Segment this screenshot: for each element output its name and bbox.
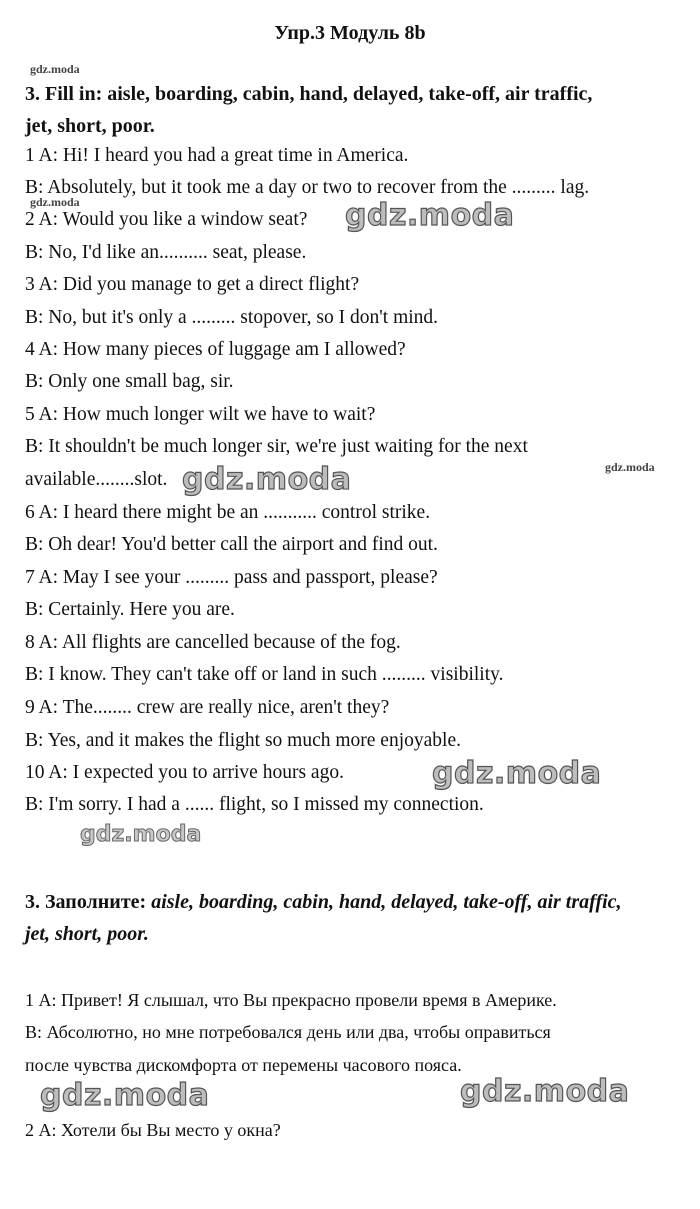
dialog-line: B: Oh dear! You'd better call the airport and find out. — [25, 534, 438, 555]
dialog-line: B: It shouldn't be much longer sir, we're just waiting for the next — [25, 436, 528, 457]
watermark: gdz.moda — [40, 1078, 210, 1113]
dialog-line: B: Certainly. Here you are. — [25, 599, 235, 620]
watermark: gdz.moda — [432, 756, 602, 791]
dialog-line: 3 A: Did you manage to get a direct flight? — [25, 274, 360, 295]
watermark: gdz.moda — [345, 198, 515, 233]
dialog-line: B: I know. They can't take off or land in such ......... visibility. — [25, 664, 504, 685]
dialog-line: 4 A: How many pieces of luggage am I allowed? — [25, 339, 406, 360]
heading-line-1: 3. Fill in: aisle, boarding, cabin, hand, delayed, take-off, air traffic, — [25, 83, 593, 105]
dialog-line: 5 A: How much longer wilt we have to wait? — [25, 404, 376, 425]
exercise-heading-ru — [25, 886, 680, 950]
dialog-line: после чувства дискомфорта от перемены часового пояса. — [25, 1055, 462, 1075]
dialog-line: B: No, I'd like an.......... seat, please. — [25, 242, 307, 263]
page-title: Упр.3 Модуль 8b — [274, 22, 426, 44]
heading-line-2: jet, short, poor. — [25, 923, 149, 945]
heading-words: aisle, boarding, cabin, hand, delayed, take-off, air traffic, — [151, 891, 622, 913]
heading-prefix: 3. Заполните: — [25, 891, 152, 913]
dialog-line: 2 A: Would you like a window seat? — [25, 209, 308, 230]
dialog-line: 1 A: Hi! I heard you had a great time in America. — [25, 145, 409, 166]
dialog-line: 6 A: I heard there might be an ........... control strike. — [25, 502, 431, 523]
dialog-line: 9 A: The........ crew are really nice, aren't they? — [25, 697, 390, 718]
dialog-line: 2 А: Хотели бы Вы место у окна? — [25, 1120, 281, 1140]
dialog-line: 7 A: May I see your ......... pass and passport, please? — [25, 567, 438, 588]
heading-line-1 — [25, 886, 680, 918]
watermark: gdz.moda — [605, 460, 655, 474]
watermark: gdz.moda — [460, 1074, 630, 1109]
dialog-line: 1 А: Привет! Я слышал, что Вы прекрасно провели время в Америке. — [25, 990, 557, 1010]
heading-line-2: jet, short, poor. — [25, 115, 155, 137]
watermark: gdz.moda — [80, 822, 202, 847]
watermark: gdz.moda — [182, 462, 352, 497]
dialog-line: B: No, but it's only a ......... stopover, so I don't mind. — [25, 307, 439, 328]
dialog-line: available........slot. — [25, 469, 168, 490]
dialog-line: B: Only one small bag, sir. — [25, 371, 234, 392]
dialog-line: B: I'm sorry. I had a ...... flight, so I missed my connection. — [25, 794, 484, 815]
dialog-line: B: Yes, and it makes the flight so much more enjoyable. — [25, 730, 461, 751]
dialog-line: В: Абсолютно, но мне потребовался день или два, чтобы оправиться — [25, 1022, 551, 1042]
exercise-heading-en — [25, 78, 680, 142]
dialog-line: B: Absolutely, but it took me a day or two to recover from the ......... lag. — [25, 177, 590, 198]
dialog-line: 8 A: All flights are cancelled because of the fog. — [25, 632, 401, 653]
dialog-line: 10 A: I expected you to arrive hours ago. — [25, 762, 344, 783]
watermark: gdz.moda — [30, 195, 80, 209]
watermark: gdz.moda — [30, 62, 80, 76]
